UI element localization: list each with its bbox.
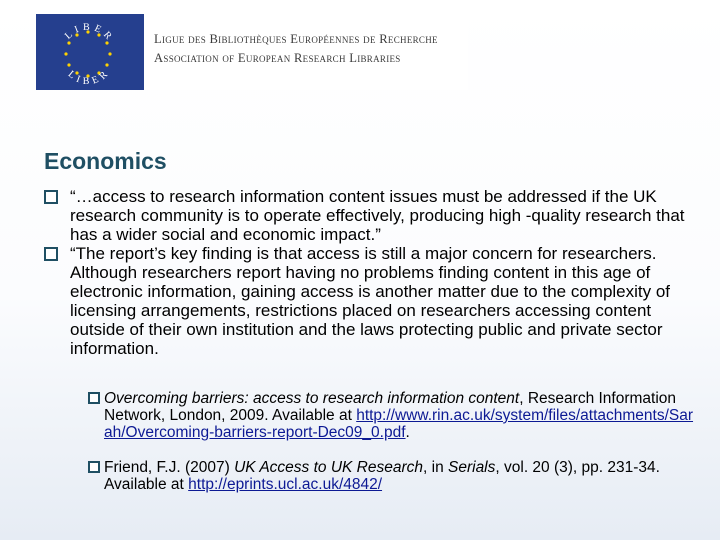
reference-author: Friend, F.J. (2007) (104, 459, 235, 476)
liber-logo (36, 14, 468, 90)
logo-line-1: Ligue des Bibliothèques Européennes de Recherche (154, 32, 438, 46)
reference-text (104, 459, 698, 493)
reference-item (88, 390, 698, 441)
emblem-text-top: LIBER (62, 21, 117, 45)
slide-title: Economics (44, 148, 167, 174)
svg-text:LIBER (66, 67, 113, 87)
bullet-text: “…access to research information content issues must be addressed if the UK research community is to operate effectively, producing high -quality research that has a wider social and economic impact.” (70, 187, 685, 244)
reference-link[interactable]: http://eprints.ucl.ac.uk/4842/ (188, 476, 383, 493)
bullet-item (44, 187, 694, 244)
bullet-item (44, 244, 694, 358)
checkbox-bullet-icon (88, 461, 100, 473)
emblem-text-bottom: LIBER (65, 66, 113, 88)
reference-link[interactable]: http://www.rin.ac.uk/system/files/attachments/Sarah/Overcoming-barriers-report-Dec09_0.pdf (104, 407, 694, 441)
checkbox-bullet-icon (44, 247, 58, 261)
reference-title: UK Access to UK Research (234, 459, 424, 476)
reference-in: , in (423, 459, 448, 476)
logo-line-2: Association of European Research Libraries (154, 51, 401, 65)
reference-end: . (405, 424, 410, 441)
reference-details: , vol. 20 (3), pp. 231-34. Available at (104, 459, 660, 493)
checkbox-bullet-icon (44, 190, 58, 204)
eu-stars-emblem-icon (36, 14, 144, 90)
reference-title: Overcoming barriers: access to research information content (104, 390, 520, 407)
reference-text (104, 390, 698, 441)
liber-emblem (36, 14, 144, 90)
bullet-text: “The report’s key finding is that access is still a major concern for researchers. Although researchers report having no problems finding content in this age of electronic information, gaining access is another matter due to the complexity of licensing arrangements, restrictions placed on researchers accessing content outside of their own institution and the laws protecting public and private sector information. (70, 244, 671, 358)
checkbox-bullet-icon (88, 392, 100, 404)
reference-journal: Serials (448, 459, 496, 476)
reference-details: , Research Information Network, London, 2009. Available at (104, 390, 677, 424)
svg-text:LIBER (63, 22, 116, 45)
reference-item (88, 459, 698, 493)
logo-wordmark (154, 30, 466, 68)
